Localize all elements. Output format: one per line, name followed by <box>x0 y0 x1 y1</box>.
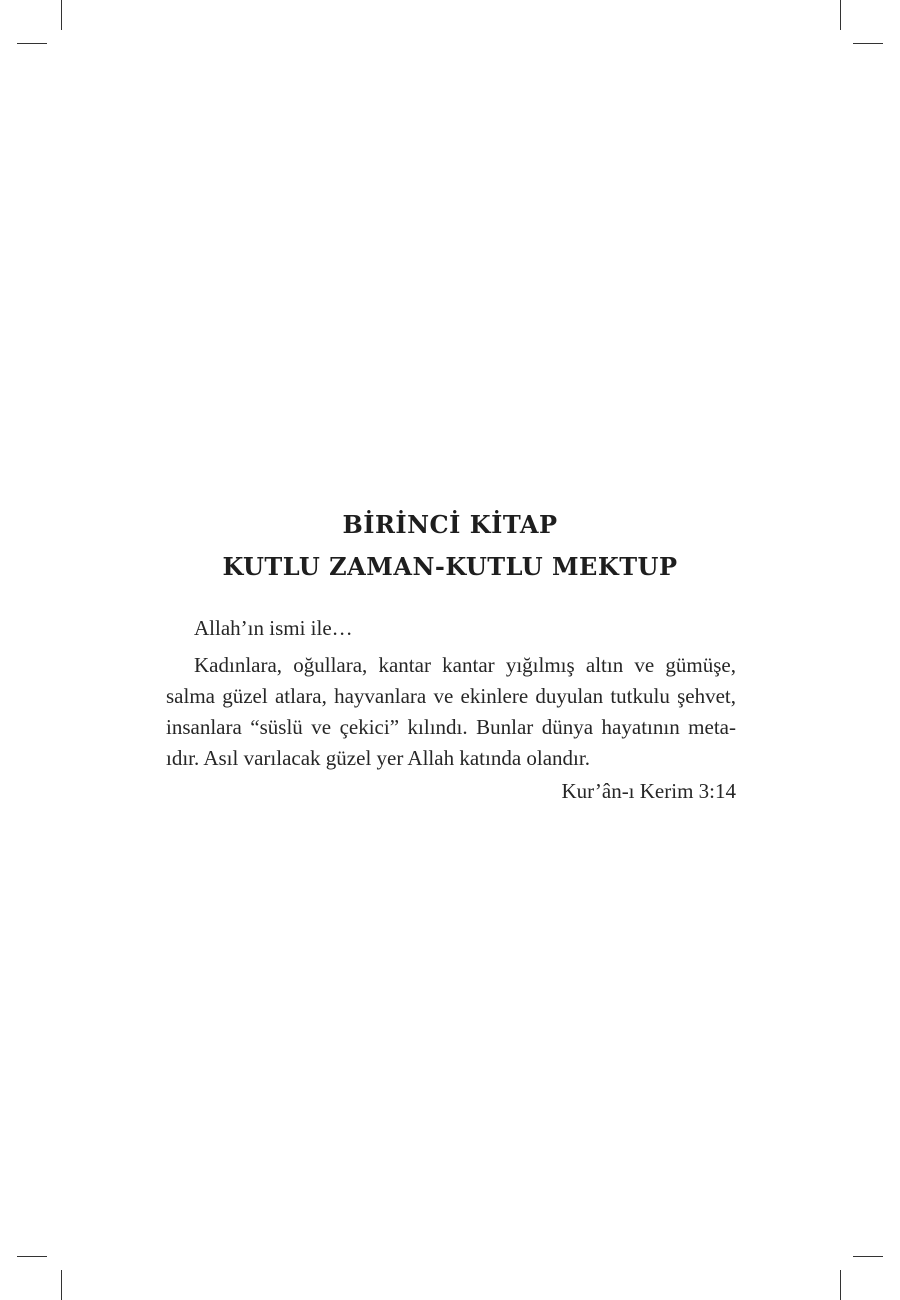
crop-mark-bottom-right-horizontal <box>853 1256 883 1257</box>
verse-line: Kadınlara, oğullara, kantar kantar yığılmış altın ve gümüşe, <box>194 653 736 677</box>
epigraph-verse <box>166 650 736 774</box>
crop-mark-top-left-vertical <box>61 0 62 30</box>
verse-citation: Kur’ân-ı Kerim 3:14 <box>561 779 736 803</box>
verse-line: ıdır. Asıl varılacak güzel yer Allah katında olandır. <box>166 746 590 770</box>
crop-mark-bottom-left-vertical <box>61 1270 62 1300</box>
crop-mark-top-right-vertical <box>840 0 841 30</box>
epigraph-opening: Allah’ın ismi ile… <box>194 616 353 640</box>
crop-mark-bottom-right-vertical <box>840 1270 841 1300</box>
crop-mark-top-right-horizontal <box>853 43 883 44</box>
epigraph <box>166 613 736 807</box>
chapter-title: KUTLU ZAMAN-KUTLU MEKTUP <box>222 552 678 581</box>
book-title: BİRİNCİ KİTAP <box>342 510 558 539</box>
verse-line: salma güzel atlara, hayvanlara ve ekinlere duyulan tutkulu şehvet, <box>166 684 736 708</box>
crop-mark-bottom-left-horizontal <box>17 1256 47 1257</box>
chapter-heading <box>0 504 900 588</box>
verse-line: insanlara “süslü ve çekici” kılındı. Bunlar dünya hayatının meta- <box>166 715 736 739</box>
crop-mark-top-left-horizontal <box>17 43 47 44</box>
